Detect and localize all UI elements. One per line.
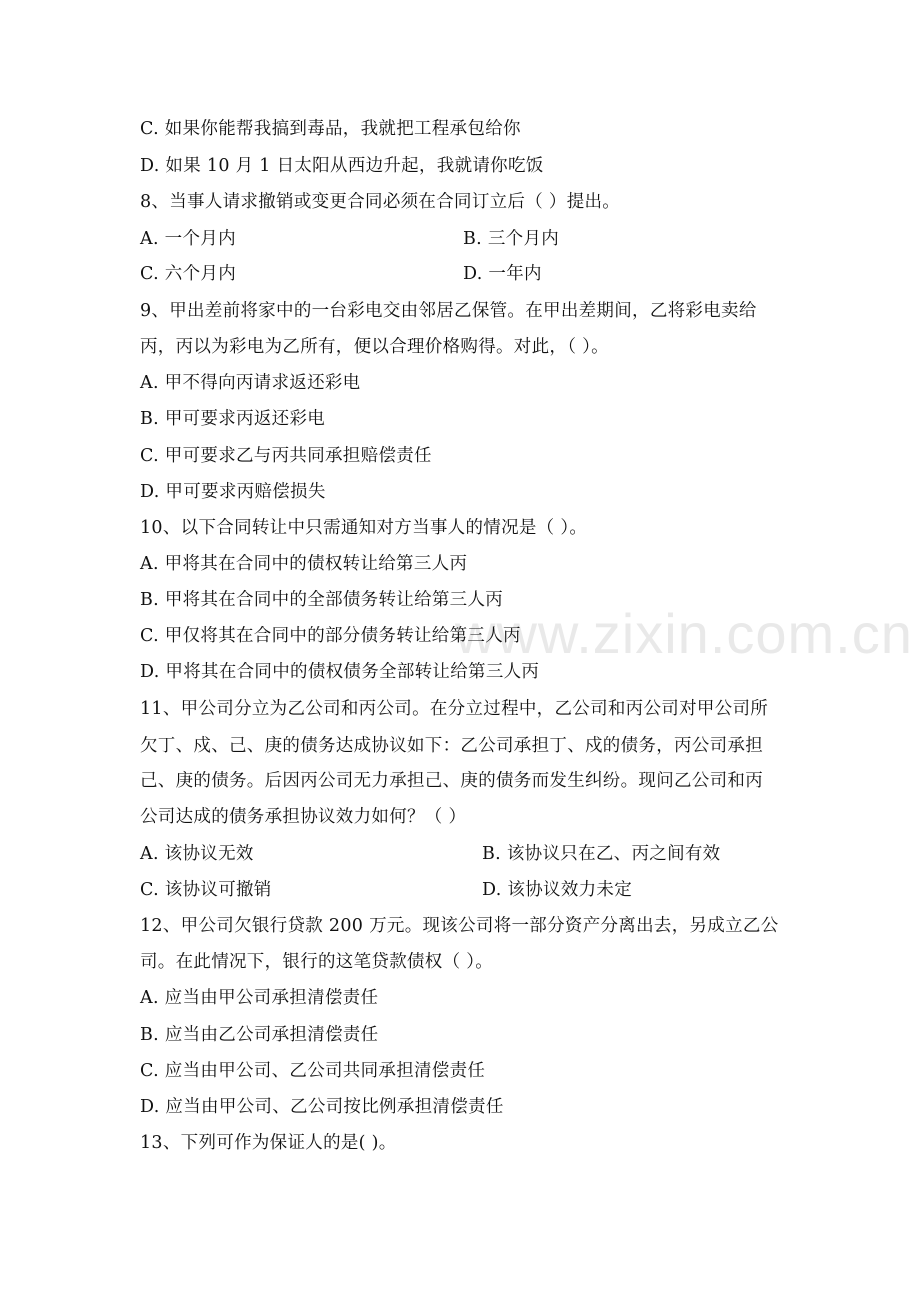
question-9-line-1: 9、甲出差前将家中的一台彩电交由邻居乙保管。在甲出差期间，乙将彩电卖给	[140, 301, 757, 321]
option-8d: D. 一年内	[463, 264, 542, 284]
question-11-line-4: 公司达成的债务承担协议效力如何？（ ）	[140, 807, 467, 827]
option-10a: A. 甲将其在合同中的债权转让给第三人丙	[140, 554, 468, 574]
watermark: www.zixin.com.cn	[455, 602, 913, 665]
option-9d: D. 甲可要求丙赔偿损失	[140, 482, 326, 502]
question-11-line-3: 己、庚的债务。后因丙公司无力承担己、庚的债务而发生纠纷。现问乙公司和丙	[140, 771, 763, 791]
question-13: 13、下列可作为保证人的是( )。	[140, 1133, 397, 1153]
question-9-line-2: 丙，丙以为彩电为乙所有，便以合理价格购得。对此，（ ）。	[140, 337, 609, 357]
question-12-line-1: 12、甲公司欠银行贷款 200 万元。现该公司将一部分资产分离出去，另成立乙公	[140, 916, 779, 936]
option-12a: A. 应当由甲公司承担清偿责任	[140, 988, 379, 1008]
option-11c: C. 该协议可撤销	[140, 880, 272, 900]
option-9c: C. 甲可要求乙与丙共同承担赔偿责任	[140, 446, 432, 466]
option-9b: B. 甲可要求丙返还彩电	[140, 409, 326, 429]
option-8b: B. 三个月内	[463, 229, 560, 249]
question-11-line-1: 11、甲公司分立为乙公司和丙公司。在分立过程中，乙公司和丙公司对甲公司所	[140, 699, 769, 719]
option-11a: A. 该协议无效	[140, 844, 254, 864]
option-10b: B. 甲将其在合同中的全部债务转让给第三人丙	[140, 590, 504, 610]
option-7c: C. 如果你能帮我搞到毒品，我就把工程承包给你	[140, 119, 521, 139]
question-8: 8、当事人请求撤销或变更合同必须在合同订立后（ ）提出。	[140, 192, 621, 212]
question-11-line-2: 欠丁、戍、己、庚的债务达成协议如下：乙公司承担丁、戍的债务，丙公司承担	[140, 736, 763, 756]
option-10c: C. 甲仅将其在合同中的部分债务转让给第三人丙	[140, 626, 521, 646]
option-8c: C. 六个月内	[140, 264, 236, 284]
option-12c: C. 应当由甲公司、乙公司共同承担清偿责任	[140, 1061, 486, 1081]
option-8a: A. 一个月内	[140, 229, 236, 249]
option-12d: D. 应当由甲公司、乙公司按比例承担清偿责任	[140, 1097, 504, 1117]
option-11b: B. 该协议只在乙、丙之间有效	[482, 844, 721, 864]
option-11d: D. 该协议效力未定	[482, 880, 633, 900]
option-7d: D. 如果 10 月 1 日太阳从西边升起，我就请你吃饭	[140, 156, 544, 176]
question-12-line-2: 司。在此情况下，银行的这笔贷款债权（ ）。	[140, 952, 494, 972]
option-10d: D. 甲将其在合同中的债权债务全部转让给第三人丙	[140, 662, 540, 682]
question-10: 10、以下合同转让中只需通知对方当事人的情况是（ ）。	[140, 518, 588, 538]
option-9a: A. 甲不得向丙请求返还彩电	[140, 373, 361, 393]
option-12b: B. 应当由乙公司承担清偿责任	[140, 1025, 379, 1045]
